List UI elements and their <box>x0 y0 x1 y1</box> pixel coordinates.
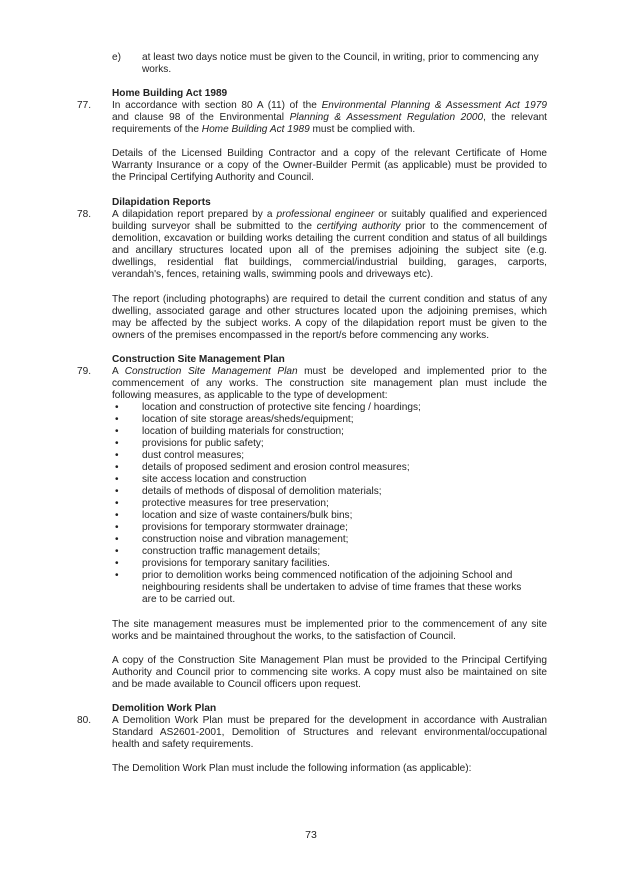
list-marker-e: e) <box>112 52 121 63</box>
s79-p3-line-2: Authority and Council prior to commencing site works. A copy must also be maintained on site <box>112 667 547 678</box>
bullet-glyph: • <box>115 426 119 437</box>
list-item: protective measures for tree preservation; <box>142 498 329 509</box>
s80-p2-line-1: The Demolition Work Plan must include the following information (as applicable): <box>112 763 472 774</box>
list-item: location of site storage areas/sheds/equipment; <box>142 414 354 425</box>
s77-p2-line-3: the Principal Certifying Authority and Council. <box>112 172 314 183</box>
list-item: site access location and construction <box>142 474 307 485</box>
item-e-line-1: at least two days notice must be given to the Council, in writing, prior to commencing any <box>142 52 539 63</box>
s78-p1-line-3: demolition, excavation or building works detailing the current condition and status of all buildings <box>112 233 547 244</box>
bullet-glyph: • <box>115 450 119 461</box>
section-heading-dilapidation: Dilapidation Reports <box>112 197 211 208</box>
s78-p1-line-1: A dilapidation report prepared by a professional engineer or suitably qualified and experienced <box>112 209 547 220</box>
s77-p1-line-1: In accordance with section 80 A (11) of the Environmental Planning & Assessment Act 1979 <box>112 100 547 111</box>
s79-p3-line-1: A copy of the Construction Site Management Plan must be provided to the Principal Certifying <box>112 655 547 666</box>
s79-p2-line-1: The site management measures must be implemented prior to the commencement of any site <box>112 619 547 630</box>
s79-p1-line-1: A Construction Site Management Plan must be developed and implemented prior to the <box>112 366 547 377</box>
s78-p2-line-2: dwelling, associated garage and other structures located upon the adjoining premises, which <box>112 306 547 317</box>
s78-p1-line-6: verandah's, fences, retaining walls, swimming pools and driveways etc). <box>112 269 434 280</box>
s80-p1-line-2: Standard AS2601-2001, Demolition of Structures and relevant environmental/occupational <box>112 727 547 738</box>
bullet-glyph: • <box>115 474 119 485</box>
s78-p2-line-4: owners of the premises encompassed in the report/s before commencing any works. <box>112 330 490 341</box>
bullet-glyph: • <box>115 510 119 521</box>
list-item: details of methods of disposal of demolition materials; <box>142 486 382 497</box>
s78-p1-line-5: dwellings, residential flat buildings, commercial/industrial building, garages, carports, <box>112 257 547 268</box>
s79-p3-line-3: and be made available to Council officers upon request. <box>112 679 361 690</box>
s77-p2-line-2: Warranty Insurance or a copy of the Owner-Builder Permit (as applicable) must be provided to <box>112 160 547 171</box>
condition-number-80: 80. <box>77 715 92 726</box>
bullet-glyph: • <box>115 498 119 509</box>
item-e-line-2: works. <box>142 64 172 75</box>
s79-p2-line-2: works and be maintained throughout the works, to the satisfaction of Council. <box>112 631 456 642</box>
bullet-glyph: • <box>115 534 119 545</box>
s80-p1-line-3: health and safety requirements. <box>112 739 254 750</box>
list-item: location of building materials for construction; <box>142 426 344 437</box>
list-item: prior to demolition works being commenced notification of the adjoining School and <box>142 570 513 581</box>
s80-p1-line-1: A Demolition Work Plan must be prepared for the development in accordance with Australian <box>112 715 547 726</box>
s78-p2-line-3: may be affected by the subject works. A copy of the dilapidation report must be given to the <box>112 318 547 329</box>
condition-number-78: 78. <box>77 209 92 220</box>
s78-p1-line-2: building surveyor shall be submitted to the certifying authority prior to the commencement of <box>112 221 547 232</box>
list-item: location and size of waste containers/bulk bins; <box>142 510 353 521</box>
s79-p1-line-2: commencement of any works. The construction site management plan must include the <box>112 378 547 389</box>
bullet-glyph: • <box>115 462 119 473</box>
list-item: location and construction of protective site fencing / hoardings; <box>142 402 421 413</box>
condition-number-77: 77. <box>77 100 92 111</box>
list-item: provisions for temporary stormwater drainage; <box>142 522 348 533</box>
bullet-glyph: • <box>115 438 119 449</box>
section-heading-home-building: Home Building Act 1989 <box>112 88 228 99</box>
list-item: dust control measures; <box>142 450 245 461</box>
s78-p2-line-1: The report (including photographs) are required to detail the current condition and status of any <box>112 294 547 305</box>
bullet-glyph: • <box>115 546 119 557</box>
page-number: 73 <box>305 829 317 841</box>
list-item: construction noise and vibration management; <box>142 534 349 545</box>
list-item: details of proposed sediment and erosion control measures; <box>142 462 410 473</box>
list-item-continuation: are to be carried out. <box>142 594 236 605</box>
bullet-glyph: • <box>115 558 119 569</box>
list-item-continuation: neighbouring residents shall be undertaken to advise of time frames that these works <box>142 582 522 593</box>
condition-number-79: 79. <box>77 366 92 377</box>
s77-p1-line-2: and clause 98 of the Environmental Planning & Assessment Regulation 2000, the relevant <box>112 112 547 123</box>
s77-p2-line-1: Details of the Licensed Building Contractor and a copy of the relevant Certificate of Home <box>112 148 547 159</box>
s77-p1-line-3: requirements of the Home Building Act 1989 must be complied with. <box>112 124 416 135</box>
list-item: provisions for temporary sanitary facilities. <box>142 558 330 569</box>
bullet-glyph: • <box>115 522 119 533</box>
list-item: provisions for public safety; <box>142 438 264 449</box>
bullet-glyph: • <box>115 402 119 413</box>
section-heading-demolition: Demolition Work Plan <box>112 703 217 714</box>
s78-p1-line-4: and ancillary structures located upon all of the premises adjoining the subject site (e.g. <box>112 245 547 256</box>
s79-p1-line-3: following measures, as applicable to the type of development: <box>112 390 388 401</box>
bullet-glyph: • <box>115 486 119 497</box>
bullet-glyph: • <box>115 570 119 581</box>
bullet-glyph: • <box>115 414 119 425</box>
section-heading-site-management: Construction Site Management Plan <box>112 354 285 365</box>
list-item: construction traffic management details; <box>142 546 321 557</box>
